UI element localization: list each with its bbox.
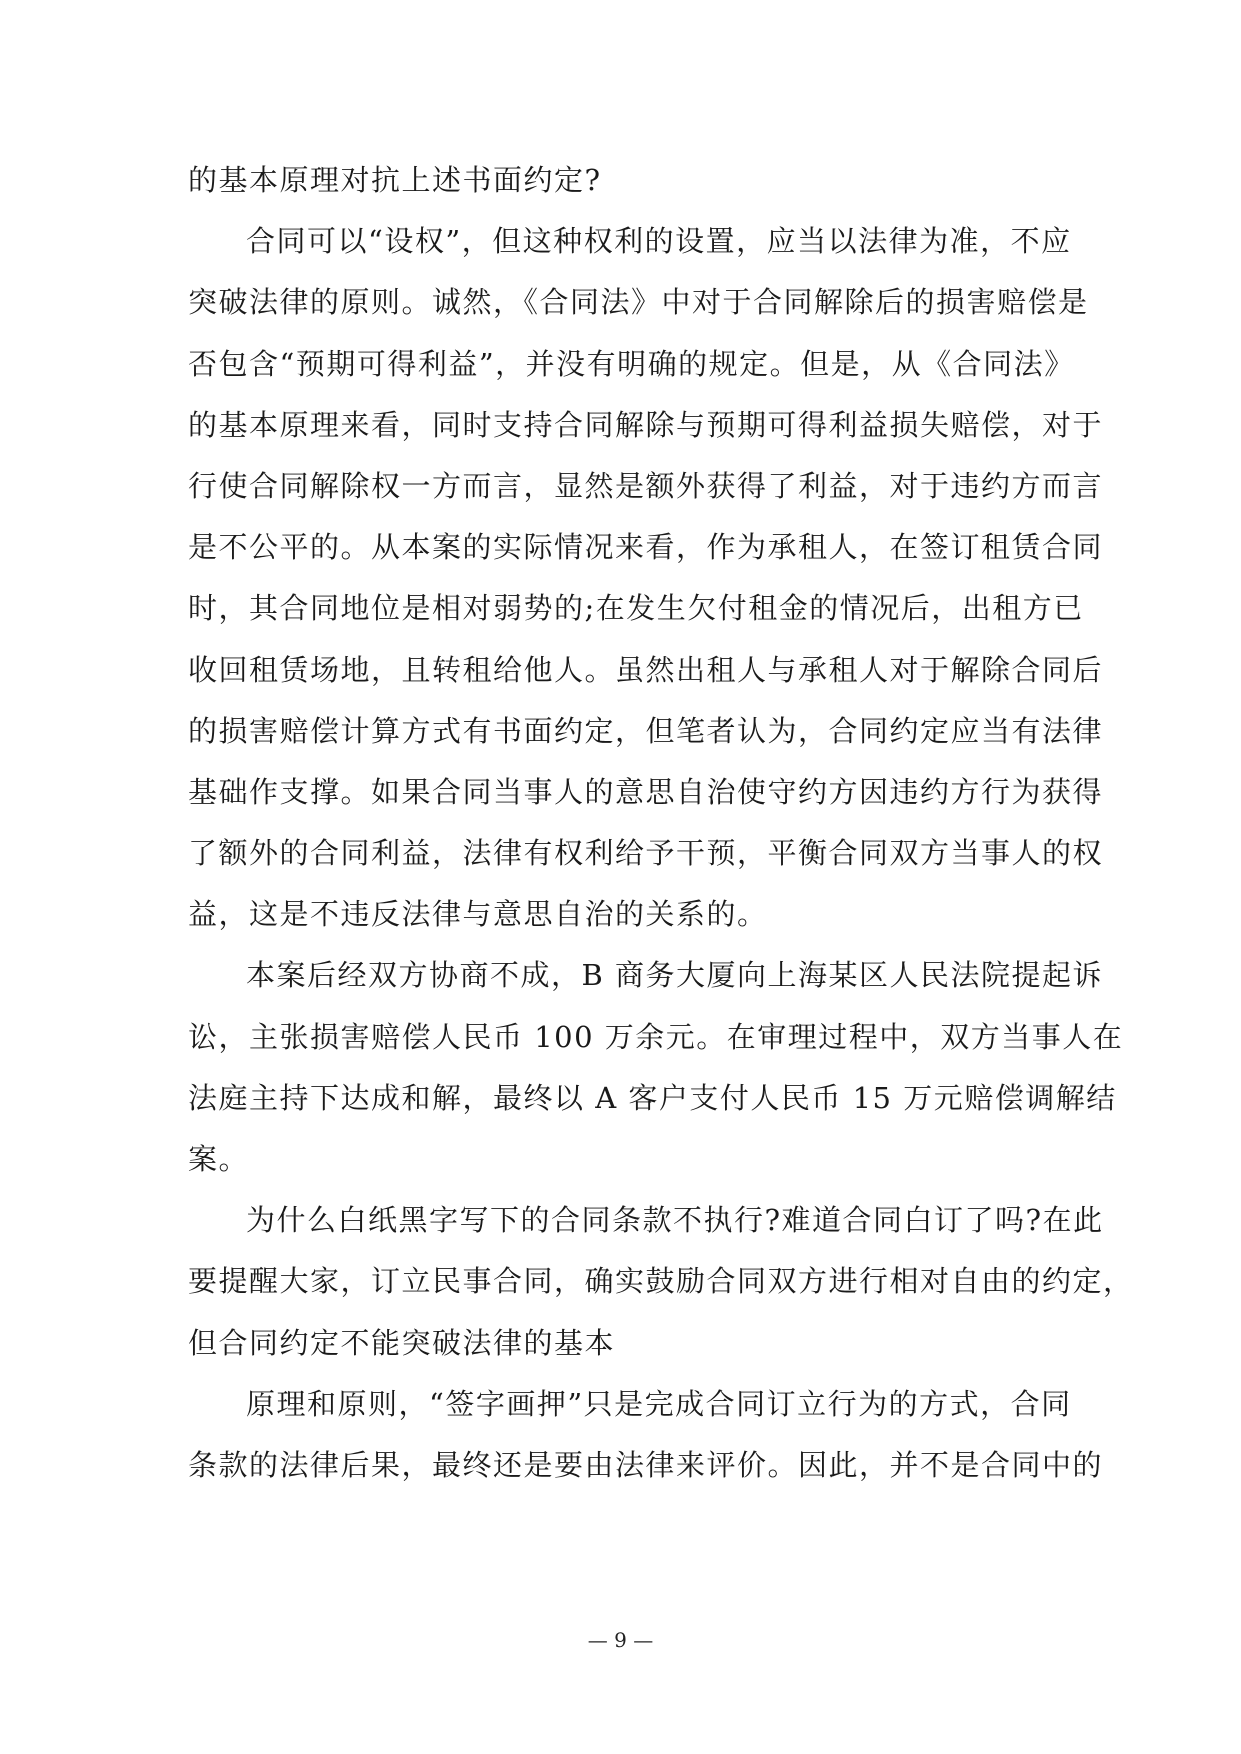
text-line: 突破法律的原则。诚然，《合同法》中对于合同解除后的损害赔偿是 <box>188 285 1089 320</box>
text-line: 本案后经双方协商不成，B 商务大厦向上海某区人民法院提起诉 <box>246 958 1104 993</box>
text-line: 了额外的合同利益，法律有权利给予干预，平衡合同双方当事人的权 <box>188 836 1104 871</box>
text-line: 基础作支撑。如果合同当事人的意思自治使守约方因违约方行为获得 <box>188 774 1104 809</box>
body-text <box>188 150 1134 1496</box>
text-line: 合同可以“设权”，但这种权利的设置，应当以法律为准，不应 <box>246 224 1072 259</box>
text-line: 原理和原则，“签字画押”只是完成合同订立行为的方式，合同 <box>246 1386 1072 1421</box>
text-line: 时，其合同地位是相对弱势的;在发生欠付租金的情况后，出租方已 <box>188 591 1084 626</box>
text-line: 行使合同解除权一方而言，显然是额外获得了利益，对于违约方而言 <box>188 468 1104 503</box>
text-line: 的损害赔偿计算方式有书面约定，但笔者认为，合同约定应当有法律 <box>188 713 1104 748</box>
text-line: 法庭主持下达成和解，最终以 A 客户支付人民币 15 万元赔偿调解结 <box>188 1080 1117 1115</box>
text-line: 讼，主张损害赔偿人民币 100 万余元。在审理过程中，双方当事人在 <box>188 1019 1124 1054</box>
text-line: 条款的法律后果，最终还是要由法律来评价。因此，并不是合同中的 <box>188 1447 1104 1482</box>
text-line: 案。 <box>188 1142 250 1176</box>
text-line: 的基本原理来看，同时支持合同解除与预期可得利益损失赔偿，对于 <box>188 407 1104 442</box>
text-line: 为什么白纸黑字写下的合同条款不执行?难道合同白订了吗?在此 <box>246 1203 1104 1238</box>
text-line: 但合同约定不能突破法律的基本 <box>188 1325 616 1360</box>
text-line: 是不公平的。从本案的实际情况来看，作为承租人，在签订租赁合同 <box>188 530 1104 565</box>
text-line: 益，这是不违反法律与意思自治的关系的。 <box>188 897 768 932</box>
text-line: 要提醒大家，订立民事合同，确实鼓励合同双方进行相对自由的约定， <box>188 1264 1134 1299</box>
page-number: — 9 — <box>587 1628 654 1652</box>
text-line: 的基本原理对抗上述书面约定? <box>188 163 602 197</box>
text-line: 否包含“预期可得利益”，并没有明确的规定。但是，从《合同法》 <box>188 346 1075 381</box>
text-line: 收回租赁场地，且转租给他人。虽然出租人与承租人对于解除合同后 <box>188 652 1104 687</box>
